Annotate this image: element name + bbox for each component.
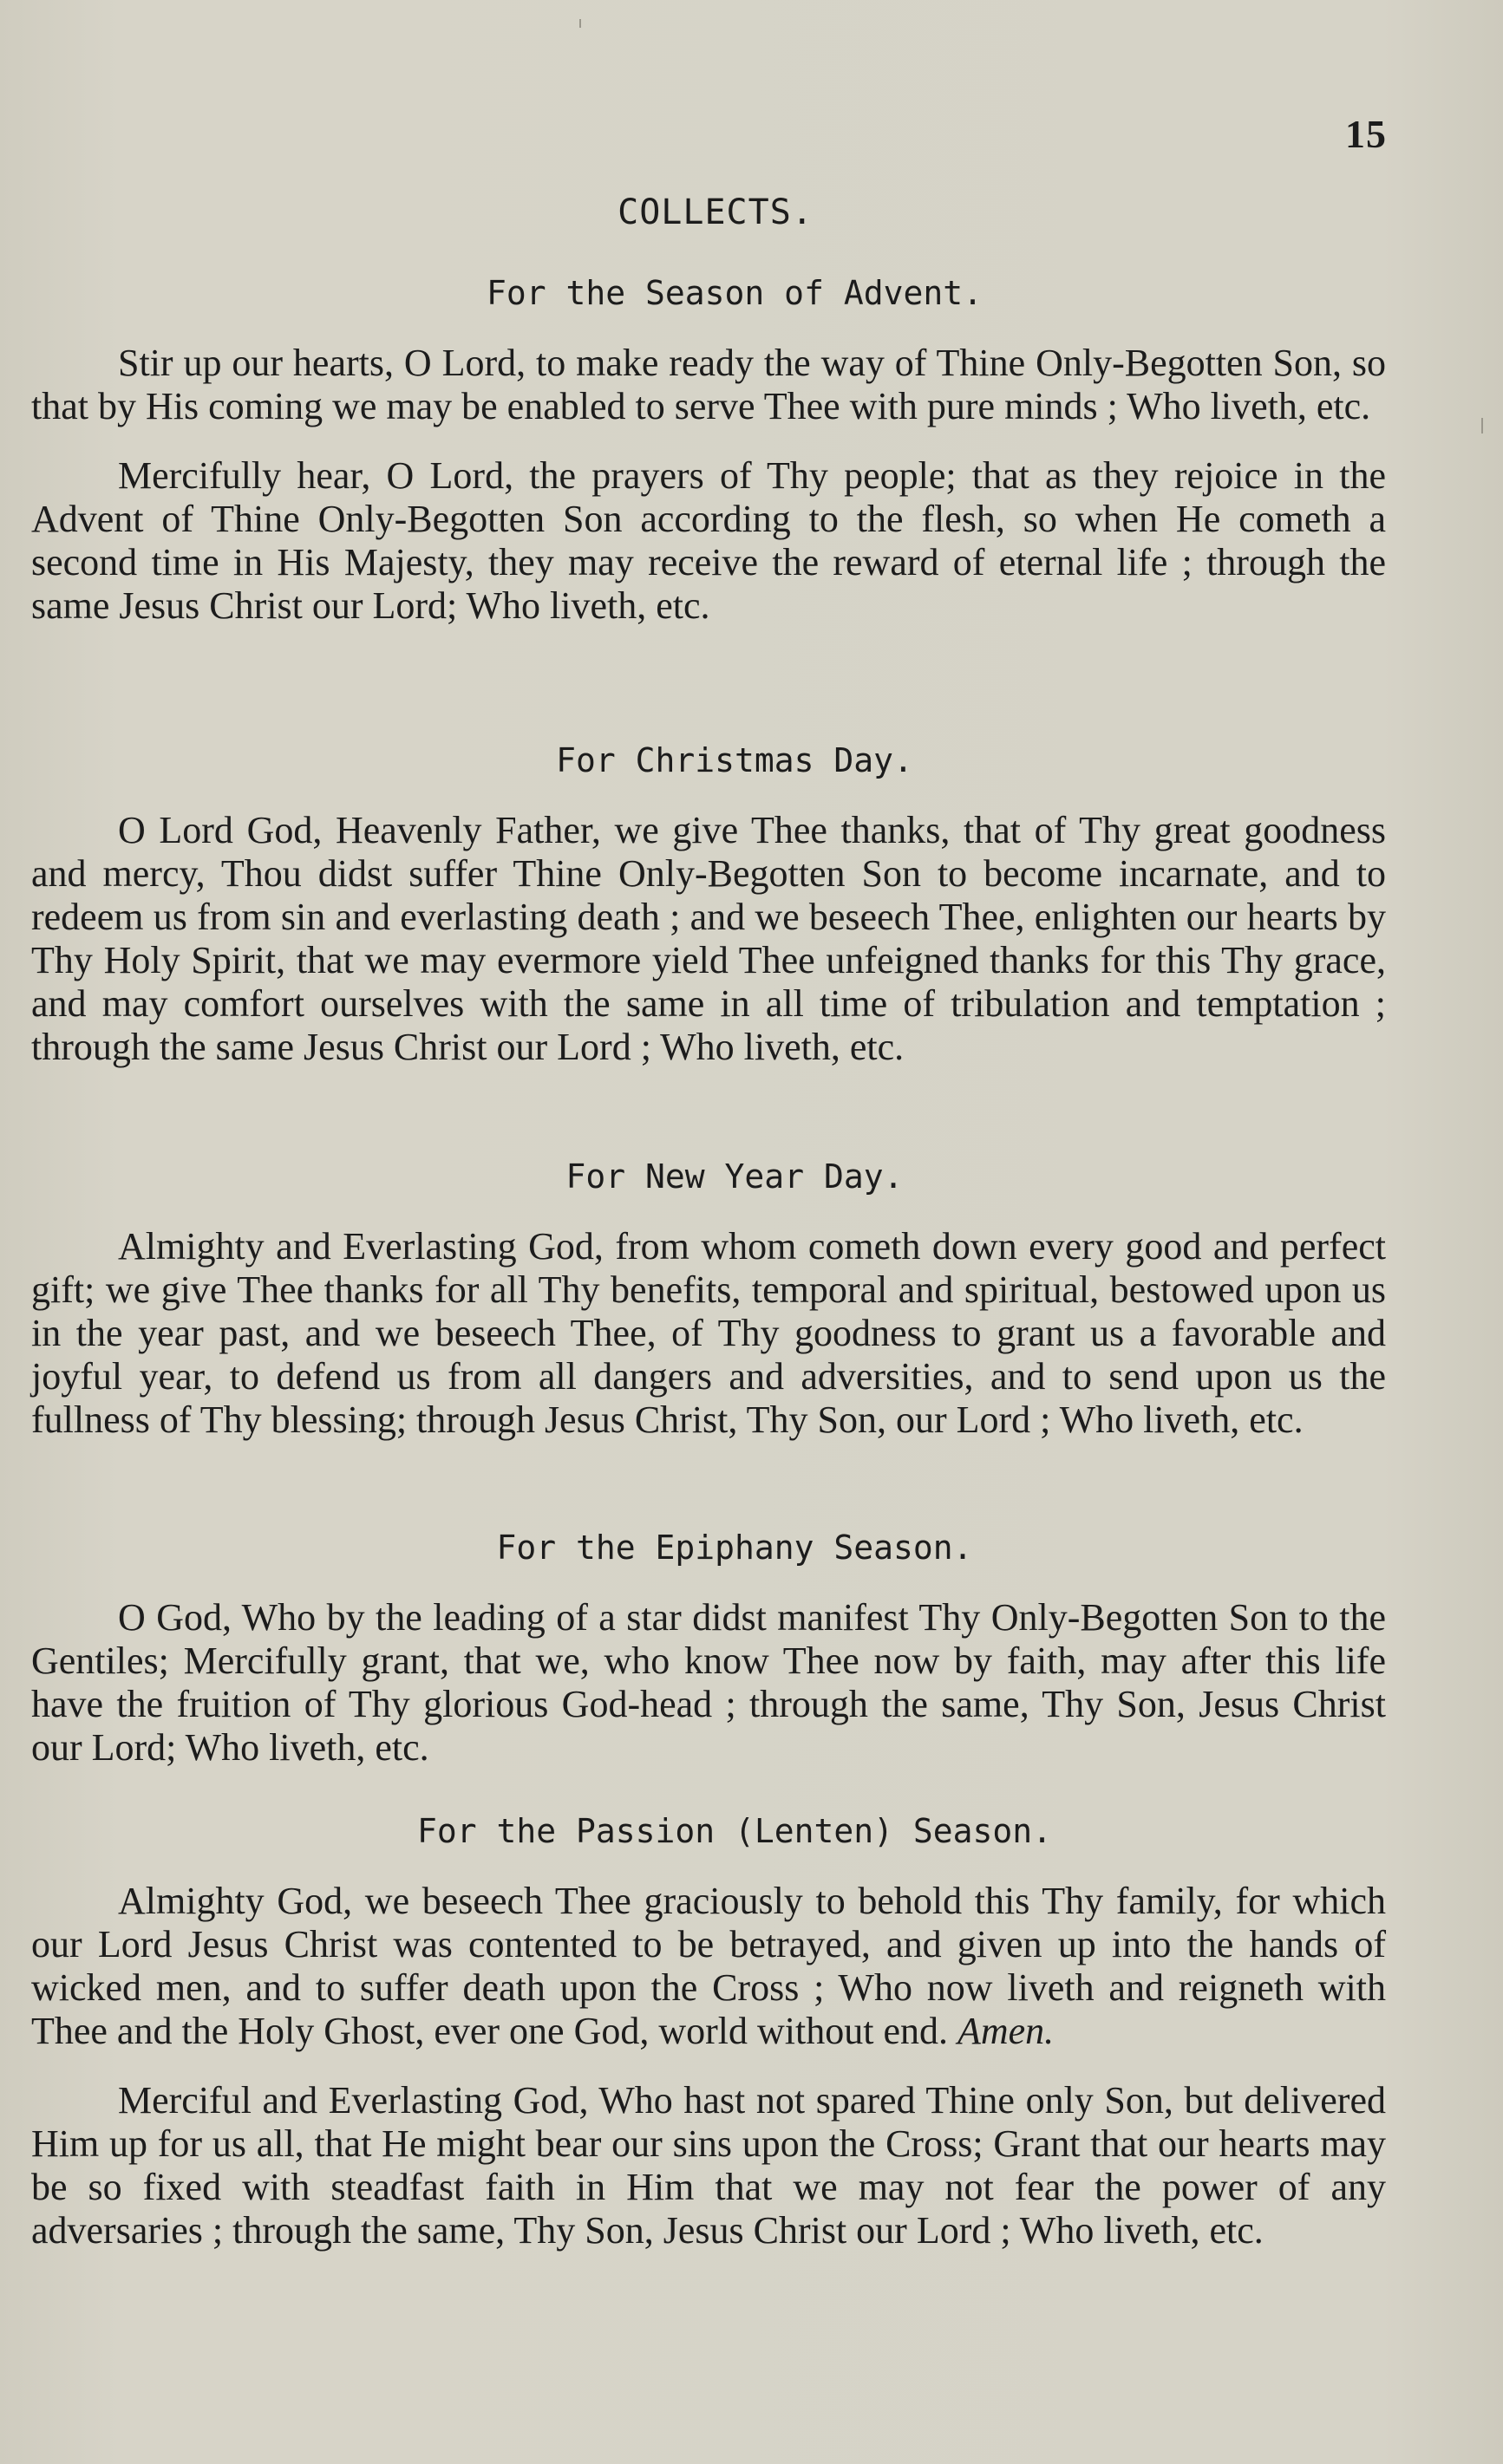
paper-speck — [1481, 418, 1483, 433]
section-passion — [31, 1812, 1386, 2278]
section-heading: For Christmas Day. — [556, 741, 913, 779]
page-title: COLLECTS. — [618, 192, 814, 232]
section-new-year — [31, 1157, 1386, 1468]
collect-text: Almighty God, we beseech Thee graciously to behold this Thy family, for which our Lord Jesus Christ was contented to be betrayed, and given up into the hands of wicked men, and to suffer death upon the Cross ; Who now liveth and reigneth with Thee and the Holy Ghost, ever one God, world without end. — [31, 1880, 1386, 2052]
section-christmas — [31, 741, 1386, 1095]
collect-paragraph: O God, Who by the leading of a star didst manifest Thy Only-Begotten Son to the Gentiles; Mercifully grant, that we, who know Thee now by faith, may after this life have the fruition of Thy glorious God-head ; through the same, Thy Son, Jesus Christ our Lord; Who liveth, etc. — [31, 1596, 1386, 1769]
collect-paragraph: Almighty and Everlasting God, from whom cometh down every good and perfect gift; we give Thee thanks for all Thy benefits, temporal and spiritual, bestowed upon us in the year past, and we beseech Thee, of Thy goodness to grant us a favorable and joyful year, to defend us from all dangers and adversities, and to send upon us the fullness of Thy blessing; through Jesus Christ, Thy Son, our Lord ; Who liveth, etc. — [31, 1225, 1386, 1441]
collect-paragraph: Stir up our hearts, O Lord, to make ready the way of Thine Only-Begotten Son, so that by His coming we may be enabled to serve Thee with pure minds ; Who liveth, etc. — [31, 342, 1386, 427]
section-epiphany — [31, 1529, 1386, 1796]
collect-paragraph: Merciful and Everlasting God, Who hast not spared Thine only Son, but delivered Him up for us all, that He might bear our sins upon the Cross; Grant that our hearts may be so fixed with steadfast faith in Him that we may not fear the power of any adversaries ; through the same, Thy Son, Jesus Christ our Lord ; Who liveth, etc. — [31, 2079, 1386, 2252]
collect-paragraph: O Lord God, Heavenly Father, we give Thee thanks, that of Thy great goodness and mercy, Thou didst suffer Thine Only-Begotten Son to become incarnate, and to redeem us from sin and everlasting death ; and we beseech Thee, enlighten our hearts by Thy Holy Spirit, that we may evermore yield Thee unfeigned thanks for this Thy grace, and may comfort ourselves with the same in all time of tribulation and temptation ; through the same Jesus Christ our Lord ; Who liveth, etc. — [31, 809, 1386, 1068]
section-heading: For New Year Day. — [565, 1157, 904, 1196]
section-heading: For the Season of Advent. — [487, 274, 983, 312]
section-heading: For the Passion (Lenten) Season. — [416, 1812, 1053, 1850]
amen-closing: Amen. — [957, 2010, 1055, 2052]
section-advent — [31, 274, 1386, 654]
page-number: 15 — [1345, 112, 1387, 156]
collect-paragraph — [31, 1880, 1386, 2053]
collect-paragraph: Mercifully hear, O Lord, the prayers of Thy people; that as they rejoice in the Advent of Thine Only-Begotten Son according to the flesh, so when He cometh a second time in His Majesty, they may receive the reward of eternal life ; through the same Jesus Christ our Lord; Who liveth, etc. — [31, 454, 1386, 627]
section-heading: For the Epiphany Season. — [496, 1529, 973, 1567]
paper-speck — [579, 19, 581, 28]
